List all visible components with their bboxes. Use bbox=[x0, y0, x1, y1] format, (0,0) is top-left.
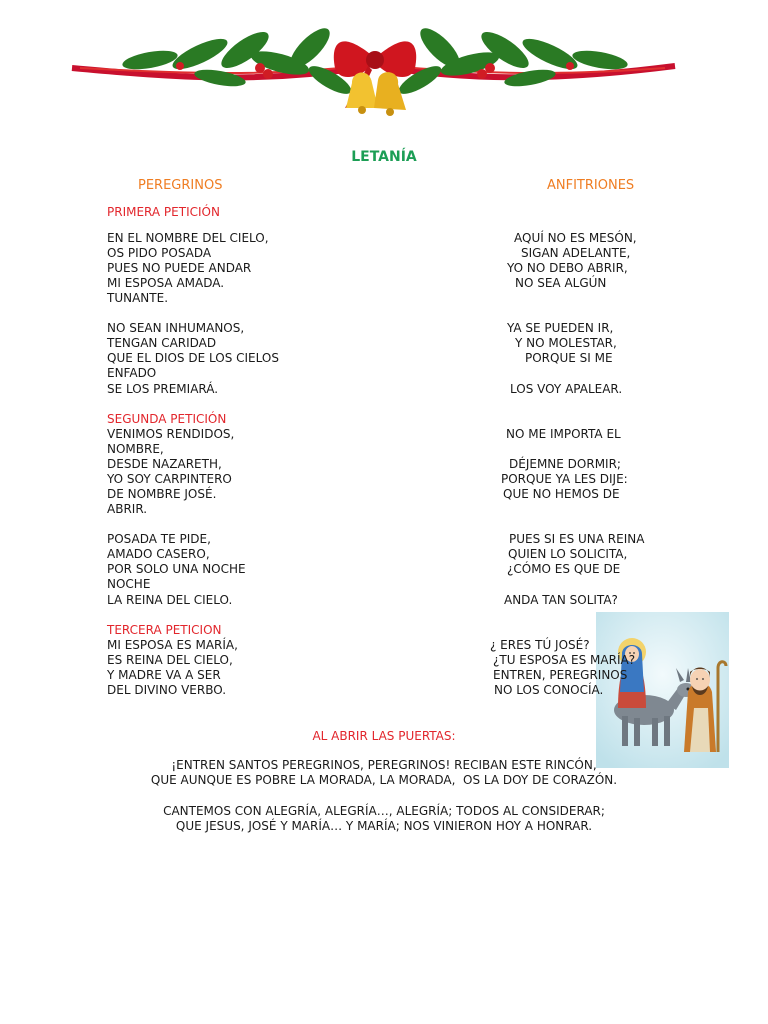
verse-line: DE NOMBRE JOSÉ. bbox=[107, 487, 217, 501]
response-line: YA SE PUEDEN IR, bbox=[507, 321, 614, 335]
verse-line: DEL DIVINO VERBO. bbox=[107, 683, 227, 697]
verse-line: TENGAN CARIDAD bbox=[107, 336, 217, 350]
verse-line: NOMBRE, bbox=[107, 442, 164, 456]
verse-line: TUNANTE. bbox=[107, 291, 169, 305]
verse-line: YO SOY CARPINTERO bbox=[107, 472, 232, 486]
response-line: YO NO DEBO ABRIR, bbox=[507, 261, 628, 275]
closing-verse-line: QUE AUNQUE ES POBRE LA MORADA, LA MORADA, OS LA DOY DE CORAZÓN. bbox=[150, 773, 618, 787]
verse-line: QUE EL DIOS DE LOS CIELOS bbox=[107, 351, 279, 365]
response-line: AQUÍ NO ES MESÓN, bbox=[514, 231, 637, 245]
response-line: PORQUE YA LES DIJE: bbox=[501, 472, 628, 486]
holly-leaves-left bbox=[121, 23, 355, 99]
verse-line: LA REINA DEL CIELO. bbox=[107, 593, 233, 607]
holly-leaves-right bbox=[395, 23, 629, 99]
verse-line: ES REINA DEL CIELO, bbox=[107, 653, 233, 667]
verse-line: ABRIR. bbox=[107, 502, 148, 516]
response-line: PUES SI ES UNA REINA bbox=[509, 532, 645, 546]
column-header-anfitriones: ANFITRIONES bbox=[547, 178, 635, 193]
response-line: NO SEA ALGÚN bbox=[515, 276, 607, 290]
verse-line: ENFADO bbox=[107, 366, 157, 380]
verse-line: MI ESPOSA ES MARÍA, bbox=[107, 638, 238, 652]
verse-line: DESDE NAZARETH, bbox=[107, 457, 222, 471]
section-heading-apertura: AL ABRIR LAS PUERTAS: bbox=[312, 729, 456, 743]
verse-line: POSADA TE PIDE, bbox=[107, 532, 211, 546]
verse-line: MI ESPOSA AMADA. bbox=[107, 276, 225, 290]
verse-line: PUES NO PUEDE ANDAR bbox=[107, 261, 252, 275]
response-line: ¿CÓMO ES QUE DE bbox=[507, 562, 621, 576]
response-line: ENTREN, PEREGRINOS bbox=[493, 668, 628, 682]
verse-line: Y MADRE VA A SER bbox=[107, 668, 221, 682]
verse-line: EN EL NOMBRE DEL CIELO, bbox=[107, 231, 269, 245]
closing-verse-line: ¡ENTREN SANTOS PEREGRINOS, PEREGRINOS! RECIBAN ESTE RINCÓN, bbox=[171, 758, 597, 772]
golden-bells bbox=[346, 72, 406, 116]
response-line: NO LOS CONOCÍA. bbox=[494, 683, 604, 697]
verse-line: POR SOLO UNA NOCHE bbox=[107, 562, 246, 576]
christmas-garland-decoration bbox=[60, 8, 690, 128]
closing-verse-line: CANTEMOS CON ALEGRÍA, ALEGRÍA…, ALEGRÍA; TODOS AL CONSIDERAR; bbox=[163, 804, 605, 818]
response-line: QUIEN LO SOLICITA, bbox=[508, 547, 628, 561]
verse-line: NO SEAN INHUMANOS, bbox=[107, 321, 245, 335]
verse-line: AMADO CASERO, bbox=[107, 547, 210, 561]
verse-line: OS PIDO POSADA bbox=[107, 246, 212, 260]
response-line: LOS VOY APALEAR. bbox=[510, 382, 623, 396]
section-heading-tercera: TERCERA PETICION bbox=[107, 623, 222, 637]
section-heading-primera: PRIMERA PETICIÓN bbox=[107, 205, 220, 219]
holy-family-illustration bbox=[596, 612, 729, 768]
verse-line: VENIMOS RENDIDOS, bbox=[107, 427, 235, 441]
response-line: SIGAN ADELANTE, bbox=[521, 246, 631, 260]
response-line: NO ME IMPORTA EL bbox=[506, 427, 621, 441]
response-line: ANDA TAN SOLITA? bbox=[504, 593, 618, 607]
response-line: ¿TU ESPOSA ES MARÍA? bbox=[493, 653, 636, 667]
response-line: ¿ ERES TÚ JOSÉ? bbox=[490, 638, 590, 652]
response-line: QUE NO HEMOS DE bbox=[503, 487, 620, 501]
section-heading-segunda: SEGUNDA PETICIÓN bbox=[107, 412, 227, 426]
closing-verse-line: QUE JESUS, JOSÉ Y MARÍA… Y MARÍA; NOS VINIERON HOY A HONRAR. bbox=[175, 819, 593, 833]
verse-line: SE LOS PREMIARÁ. bbox=[107, 382, 219, 396]
response-line: DÉJEMNE DORMIR; bbox=[509, 457, 621, 471]
verse-line: NOCHE bbox=[107, 577, 151, 591]
response-line: PORQUE SI ME bbox=[525, 351, 613, 365]
page-title: LETANÍA bbox=[351, 149, 417, 165]
response-line: Y NO MOLESTAR, bbox=[515, 336, 617, 350]
column-header-peregrinos: PEREGRINOS bbox=[138, 178, 223, 193]
